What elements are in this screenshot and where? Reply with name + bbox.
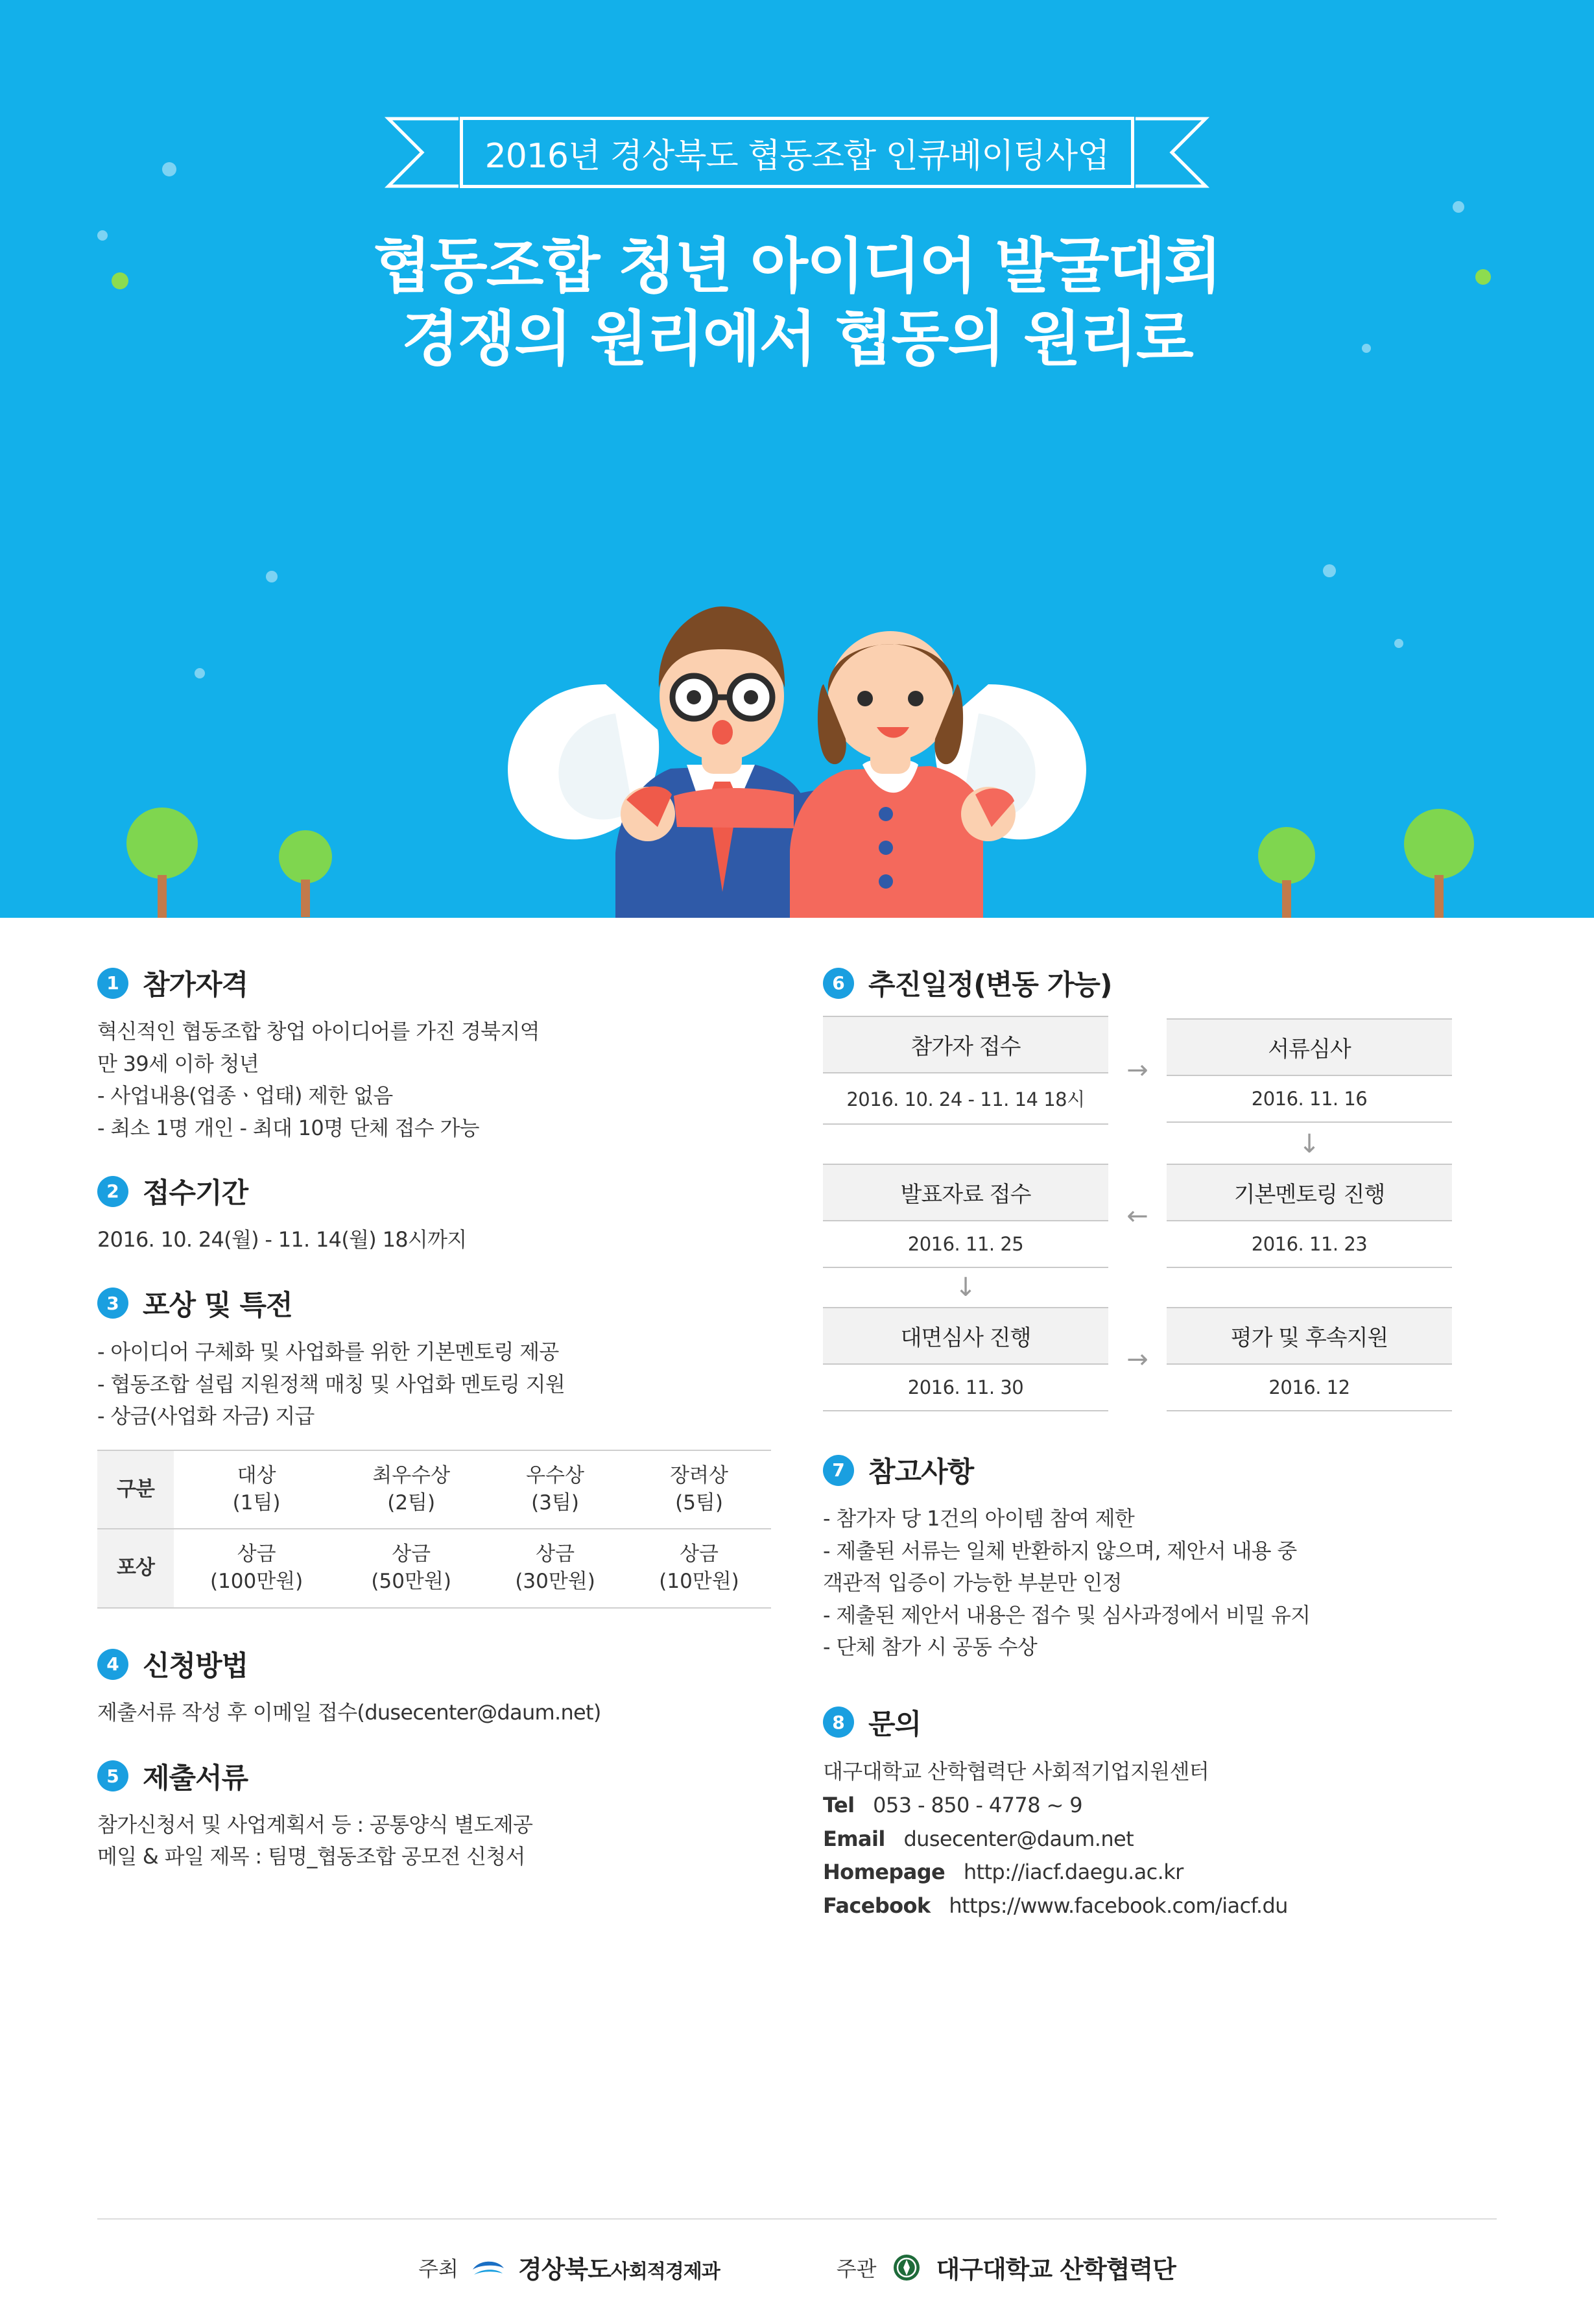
schedule-step-date: 2016. 11. 23 xyxy=(1251,1233,1368,1255)
row-header-award xyxy=(97,1529,174,1608)
cell-subtext: (50만원) xyxy=(371,1570,451,1594)
section-title: 참가자격 xyxy=(143,969,248,1001)
ribbon-label: 2016년 경상북도 협동조합 인큐베이팅사업 xyxy=(484,136,1110,176)
section-title: 추진일정(변동 가능) xyxy=(868,969,1112,1001)
section-number: 1 xyxy=(97,968,128,999)
section-participation-qualification xyxy=(97,963,771,1144)
contact-organization: 대구대학교 산학협력단 사회적기업지원센터 xyxy=(823,1758,1209,1784)
organizer-organization xyxy=(837,2249,1176,2285)
arrow-right-icon: → xyxy=(1126,1344,1148,1374)
decor-dot xyxy=(162,162,176,176)
table-cell xyxy=(339,1529,483,1608)
section-title: 문의 xyxy=(868,1708,922,1741)
section-body xyxy=(823,1503,1497,1664)
section-number: 4 xyxy=(97,1649,128,1680)
section-notes xyxy=(823,1450,1497,1664)
body-line: - 상금(사업화 자금) 지급 xyxy=(97,1404,315,1429)
page-title-line1: 협동조합 청년 아이디어 발굴대회 xyxy=(373,232,1221,301)
body-line: - 아이디어 구체화 및 사업화를 위한 기본멘토링 제공 xyxy=(97,1339,559,1364)
table-cell xyxy=(627,1450,771,1529)
body-line: 혁신적인 협동조합 창업 아이디어를 가진 경북지역 xyxy=(97,1019,540,1044)
contact-homepage-label: Homepage xyxy=(823,1860,946,1885)
schedule-step-date: 2016. 11. 30 xyxy=(907,1376,1024,1398)
contact-email-label: Email xyxy=(823,1826,885,1851)
body-line: 2016. 10. 24(월) - 11. 14(월) 18시까지 xyxy=(97,1227,467,1252)
right-column xyxy=(823,963,1497,1950)
ribbon-tail-right-icon xyxy=(1134,117,1212,188)
content-area xyxy=(0,918,1594,2324)
section-number: 7 xyxy=(823,1455,854,1486)
contact-homepage xyxy=(823,1856,1497,1889)
schedule-step xyxy=(1167,1307,1452,1411)
section-body xyxy=(97,1336,771,1433)
cell-subtext: (2팀) xyxy=(387,1491,436,1515)
arrow-right-icon: → xyxy=(1126,1055,1148,1085)
arrow-down-icon: ↓ xyxy=(955,1273,977,1302)
cell-subtext: (30만원) xyxy=(515,1570,595,1594)
body-line: - 참가자 당 1건의 아이템 참여 제한 xyxy=(823,1506,1135,1531)
cell-subtext: (3팀) xyxy=(531,1491,580,1515)
host-organization xyxy=(418,2249,720,2285)
row-header-category xyxy=(97,1450,174,1529)
decor-dot xyxy=(1394,639,1403,648)
tree-icon xyxy=(126,808,198,918)
section-title: 접수기간 xyxy=(143,1177,248,1210)
section-how-to-apply xyxy=(97,1644,771,1729)
cell-subtext: (1팀) xyxy=(232,1491,281,1515)
schedule-step-date: 2016. 12 xyxy=(1268,1376,1350,1398)
row-header-text: 포상 xyxy=(117,1556,154,1580)
page-title-line2: 경쟁의 원리에서 협동의 원리로 xyxy=(401,304,1193,374)
table-cell xyxy=(174,1450,339,1529)
contact-tel-value: 053 - 850 - 4778 ~ 9 xyxy=(873,1792,1083,1817)
table-cell xyxy=(483,1450,627,1529)
table-row xyxy=(97,1450,771,1529)
body-line: - 최소 1명 개인 - 최대 10명 단체 접수 가능 xyxy=(97,1115,479,1140)
section-documents xyxy=(97,1756,771,1873)
table-cell xyxy=(339,1450,483,1529)
section-number: 3 xyxy=(97,1288,128,1319)
schedule-step xyxy=(1167,1018,1452,1123)
body-line: - 사업내용(업종ㆍ업태) 제한 없음 xyxy=(97,1083,393,1108)
body-line: 메일 & 파일 제목 : 팀명_협동조합 공모전 신청서 xyxy=(97,1844,525,1869)
schedule-step-label: 평가 및 후속지원 xyxy=(1167,1308,1452,1365)
cell-subtext: (10만원) xyxy=(659,1570,739,1594)
host-label: 주최 xyxy=(418,2256,458,2281)
footer xyxy=(97,2218,1497,2285)
contact-facebook-value[interactable]: https://www.facebook.com/iacf.du xyxy=(949,1893,1288,1919)
schedule-step-label: 대면심사 진행 xyxy=(823,1308,1108,1365)
cell-text: 상금 xyxy=(680,1542,719,1566)
contact-facebook-label: Facebook xyxy=(823,1893,931,1919)
section-body xyxy=(97,1809,771,1873)
contact-tel-label: Tel xyxy=(823,1792,855,1817)
cell-subtext: (100만원) xyxy=(209,1570,303,1594)
daegu-university-logo-icon xyxy=(888,2253,925,2282)
tree-icon xyxy=(1258,827,1315,918)
section-number: 5 xyxy=(97,1760,128,1791)
section-application-period xyxy=(97,1171,771,1256)
cell-text: 우수상 xyxy=(526,1463,584,1487)
schedule-flow xyxy=(823,1016,1497,1411)
table-cell xyxy=(174,1529,339,1608)
section-body xyxy=(97,1016,771,1144)
body-line: - 제출된 제안서 내용은 접수 및 심사과정에서 비밀 유지 xyxy=(823,1602,1311,1627)
section-number: 6 xyxy=(823,968,854,999)
contact-email-value[interactable]: dusecenter@daum.net xyxy=(903,1826,1134,1851)
schedule-step xyxy=(1167,1164,1452,1268)
decor-dot xyxy=(1323,564,1336,577)
decor-dot xyxy=(266,571,278,582)
schedule-step-label: 서류심사 xyxy=(1167,1020,1452,1076)
table-cell xyxy=(627,1529,771,1608)
section-number: 2 xyxy=(97,1176,128,1207)
schedule-step-date: 2016. 10. 24 - 11. 14 18시 xyxy=(846,1088,1085,1110)
schedule-step-label: 참가자 접수 xyxy=(823,1017,1108,1073)
contact-email xyxy=(823,1823,1497,1856)
left-column xyxy=(97,963,771,1950)
section-prizes xyxy=(97,1284,771,1609)
ribbon-box xyxy=(460,117,1134,188)
characters-illustration xyxy=(392,490,1202,918)
arrow-down-icon: ↓ xyxy=(1298,1129,1320,1159)
body-line: 제출서류 작성 후 이메일 접수(dusecenter@daum.net) xyxy=(97,1700,601,1725)
schedule-step-label: 발표자료 접수 xyxy=(823,1165,1108,1221)
section-number: 8 xyxy=(823,1707,854,1738)
host-name-sub: 사회적경제과 xyxy=(610,2260,720,2283)
cell-text: 대상 xyxy=(237,1463,276,1487)
cell-subtext: (5팀) xyxy=(675,1491,723,1515)
table-cell xyxy=(483,1529,627,1608)
ribbon-tail-left-icon xyxy=(382,117,460,188)
body-line: - 단체 참가 시 공동 수상 xyxy=(823,1635,1038,1660)
gyeongsangbuk-do-logo-icon xyxy=(470,2253,506,2282)
section-title: 포상 및 특전 xyxy=(143,1289,292,1322)
schedule-step xyxy=(823,1016,1108,1125)
cell-text: 최우수상 xyxy=(372,1463,451,1487)
prize-table xyxy=(97,1450,771,1609)
section-title: 제출서류 xyxy=(143,1762,248,1795)
decor-dot xyxy=(1453,201,1464,213)
schedule-step-date: 2016. 11. 25 xyxy=(907,1233,1024,1255)
section-body xyxy=(97,1224,771,1256)
section-title: 신청방법 xyxy=(143,1650,248,1683)
contact-facebook xyxy=(823,1889,1497,1923)
table-row xyxy=(97,1529,771,1608)
hero-banner xyxy=(0,0,1594,918)
organizer-label: 주관 xyxy=(836,2256,877,2281)
row-header-text: 구분 xyxy=(117,1477,154,1501)
cell-text: 상금 xyxy=(392,1542,431,1566)
decor-dot xyxy=(195,668,205,678)
organizer-name: 대구대학교 산학협력단 xyxy=(936,2255,1176,2284)
body-line: 참가신청서 및 사업계획서 등 : 공통양식 별도제공 xyxy=(97,1812,533,1837)
section-contact xyxy=(823,1703,1497,1923)
host-name xyxy=(518,2249,720,2285)
cell-text: 장려상 xyxy=(670,1463,728,1487)
section-title: 참고사항 xyxy=(868,1456,974,1489)
arrow-left-icon: ← xyxy=(1126,1201,1148,1231)
host-name-main: 경상북도 xyxy=(517,2255,611,2284)
contact-homepage-value[interactable]: http://iacf.daegu.ac.kr xyxy=(963,1860,1184,1885)
ribbon-banner xyxy=(382,117,1212,188)
schedule-step xyxy=(823,1164,1108,1268)
section-body xyxy=(97,1697,771,1729)
section-schedule xyxy=(823,963,1497,1411)
contact-tel xyxy=(823,1789,1497,1823)
tree-icon xyxy=(1404,809,1474,918)
body-line: - 제출된 서류는 일체 반환하지 않으며, 제안서 내용 중 xyxy=(823,1538,1297,1563)
body-line: - 협동조합 설립 지원정책 매칭 및 사업화 멘토링 지원 xyxy=(97,1371,565,1396)
tree-icon xyxy=(279,830,332,918)
cell-text: 상금 xyxy=(536,1542,575,1566)
cell-text: 상금 xyxy=(237,1542,276,1566)
body-line: 객관적 입증이 가능한 부분만 인정 xyxy=(823,1570,1122,1596)
schedule-step-label: 기본멘토링 진행 xyxy=(1167,1165,1452,1221)
body-line: 만 39세 이하 청년 xyxy=(97,1051,259,1076)
page-title xyxy=(0,230,1594,376)
schedule-step xyxy=(823,1307,1108,1411)
schedule-step-date: 2016. 11. 16 xyxy=(1251,1087,1368,1110)
